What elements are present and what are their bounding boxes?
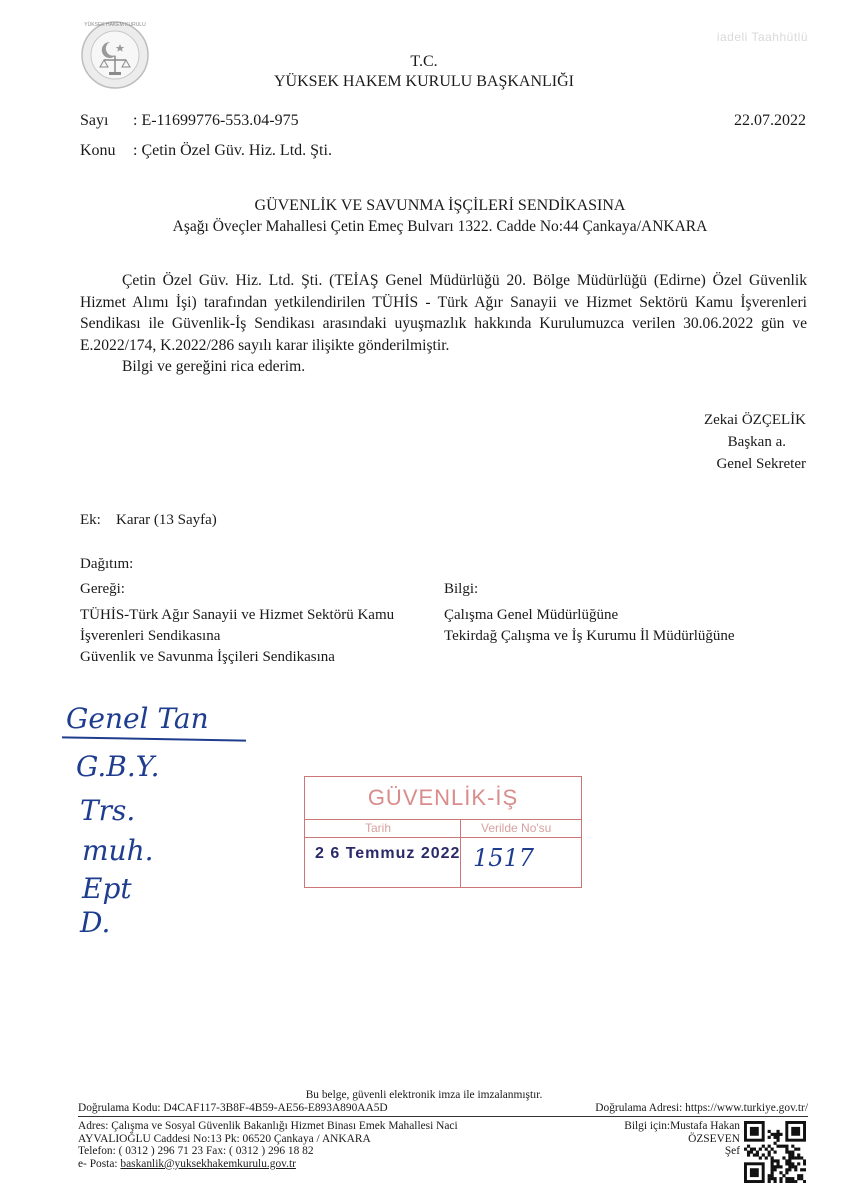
verification-address[interactable]: Doğrulama Adresi: https://www.turkiye.gov.tr/ [595, 1102, 808, 1114]
handwritten-note-line: D. [80, 906, 111, 939]
signatory-title-2: Genel Sekreter [716, 456, 806, 472]
stamp-divider [305, 837, 581, 838]
contact-person-block [624, 1120, 740, 1158]
body-paragraph: Çetin Özel Güv. Hiz. Ltd. Şti. (TEİAŞ Genel Müdürlüğü 20. Bölge Müdürlüğü (Edirne) Özel Güvenlik Hizmet Alımı İşi) tarafından yetkilendirilen TÜHİS - Türk Ağır Sanayii ve Hizmet Sektörü Kamu İşverenleri Sendikası ile Güvenlik-İş Sendikası arasındaki uyuşmazlık hakkında Kurulumuzca verilen 30.06.2022 gün ve E.2022/174, K.2022/286 sayılı karar ilişikte gönderilmiştir. [80, 272, 807, 354]
attachment-label: Ek: [80, 512, 101, 528]
stamp-title: GÜVENLİK-İŞ [367, 785, 519, 810]
contact-line: Şef [724, 1145, 740, 1158]
recipient-address: Aşağı Öveçler Mahallesi Çetin Emeç Bulvarı 1322. Cadde No:44 Çankaya/ANKARA [172, 218, 708, 235]
phone-line: Telefon: ( 0312 ) 296 71 23 Fax: ( 0312 ) 296 18 82 [78, 1145, 314, 1158]
footer-address-block [78, 1120, 558, 1170]
seal-ring-text: YÜKSEK HAKEM KURULU [84, 22, 146, 28]
letter-body [80, 270, 807, 378]
institution-heading: YÜKSEK HAKEM KURULU BAŞKANLIĞI [274, 73, 574, 90]
konu-label: Konu [80, 142, 116, 159]
stamp-date-label: Tarih [365, 821, 392, 835]
sayi-label: Sayı [80, 112, 109, 129]
handwritten-note-line: muh. [82, 834, 154, 867]
email-label: e- Posta: [78, 1157, 121, 1170]
signatory-name: Zekai ÖZÇELİK [703, 412, 806, 428]
konu-value: : Çetin Özel Güv. Hiz. Ltd. Şti. [133, 142, 332, 159]
stamp-number-label: Verilde No'su [481, 821, 552, 835]
country-heading: T.C. [410, 53, 438, 70]
verification-code: Doğrulama Kodu: D4CAF117-3B8F-4B59-AE56-E893A890AA5D [78, 1102, 388, 1114]
bilgi-list [444, 605, 814, 647]
footer-divider [78, 1116, 808, 1117]
bilgi-item: Tekirdağ Çalışma ve İş Kurumu İl Müdürlüğüne [444, 628, 735, 644]
address-line: AYVALIOĞLU Caddesi No:13 Pk: 06520 Çankaya / ANKARA [78, 1132, 371, 1145]
geregi-item: Güvenlik ve Savunma İşçileri Sendikasına [80, 649, 335, 665]
stamp-date-value: 2 6 Temmuz 2022 [315, 845, 461, 862]
document-date: 22.07.2022 [734, 112, 806, 129]
signatory-title-1: Başkan a. [727, 434, 786, 450]
signature-block [606, 411, 806, 473]
handwritten-note-line: Ept [82, 872, 132, 905]
handwritten-note-line: G.B.Y. [76, 750, 160, 783]
bilgi-label: Bilgi: [444, 581, 479, 597]
contact-line: Bilgi için:Mustafa Hakan [624, 1120, 740, 1132]
recipient-name: GÜVENLİK VE SAVUNMA İŞÇİLERİ SENDİKASINA [254, 197, 626, 214]
handwritten-note-line: Trs. [80, 794, 136, 827]
email-link[interactable]: baskanlik@yuksekhakemkurulu.gov.tr [120, 1157, 296, 1170]
geregi-item: İşverenleri Sendikasına [80, 628, 221, 644]
handwritten-note-line: Genel Tan [66, 702, 209, 735]
contact-line: ÖZSEVEN [688, 1132, 740, 1145]
stamp-number-value: 1517 [473, 844, 535, 872]
registered-mail-watermark: iadeli Taahhütlü [716, 30, 808, 44]
received-stamp [304, 776, 582, 888]
sayi-value: : E-11699776-553.04-975 [133, 112, 299, 129]
stamp-divider [305, 819, 581, 820]
email-line [78, 1158, 558, 1171]
distribution-title: Dağıtım: [80, 556, 134, 572]
bilgi-item: Çalışma Genel Müdürlüğüne [444, 607, 619, 623]
closing-sentence: Bilgi ve gereğini rica ederim. [122, 358, 306, 375]
handwritten-underline [62, 736, 246, 741]
geregi-list [80, 605, 450, 668]
esign-note: Bu belge, güvenli elektronik imza ile imzalanmıştır. [305, 1089, 543, 1101]
geregi-label: Gereği: [80, 581, 125, 597]
geregi-item: TÜHİS-Türk Ağır Sanayii ve Hizmet Sektörü Kamu [80, 607, 395, 623]
attachment-value: Karar (13 Sayfa) [116, 512, 217, 528]
qr-code [744, 1121, 806, 1183]
address-line: Adres: Çalışma ve Sosyal Güvenlik Bakanlığı Hizmet Binası Emek Mahallesi Naci [78, 1120, 458, 1132]
